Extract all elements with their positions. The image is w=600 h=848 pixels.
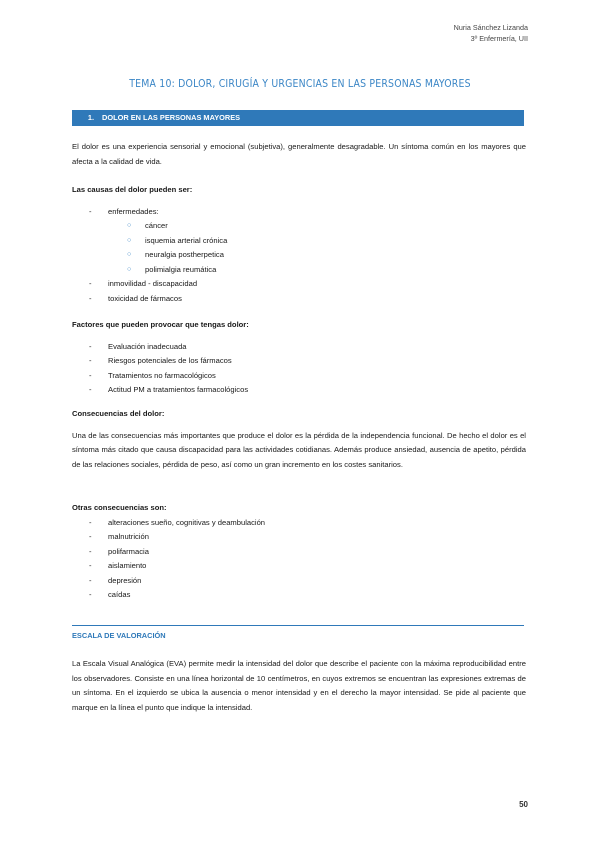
consequences-section	[72, 407, 526, 472]
list-item: - alteraciones sueño, cognitivas y deambulación	[72, 516, 526, 531]
sublist-item: ○ cáncer	[72, 219, 526, 234]
list-item: - depresión	[72, 574, 526, 589]
author-name: Nuria Sánchez Lizanda	[453, 23, 528, 32]
other-consequences-section	[72, 501, 526, 603]
page-header	[454, 22, 528, 44]
list-item: - toxicidad de fármacos	[72, 292, 526, 307]
scale-paragraph: La Escala Visual Analógica (EVA) permite medir la intensidad del dolor que describe el paciente con la máxima reproducibilidad entre los observadores. Consiste en una línea horizontal de 10 centímetros, en cuyos extremos se encuentran las expresiones extremas de un síntoma. En el izquierdo se ubica la ausencia o menor intensidad y en el derecho la mayor intensidad. Se pide al paciente que marque en la línea el punto que indique la intensidad.	[72, 659, 526, 712]
factors-heading: Factores que pueden provocar que tengas dolor:	[72, 320, 249, 329]
causes-heading: Las causas del dolor pueden ser:	[72, 185, 193, 194]
consequences-heading: Consecuencias del dolor:	[72, 409, 165, 418]
list-item: - Evaluación inadecuada	[72, 340, 526, 355]
section-number: 1.	[87, 113, 94, 122]
other-heading: Otras consecuencias son:	[72, 503, 167, 512]
list-item: - aislamiento	[72, 559, 526, 574]
section-heading-bar	[72, 110, 524, 126]
disease-sublist	[72, 219, 526, 277]
list-item: - Actitud PM a tratamientos farmacológicos	[72, 383, 526, 398]
consequences-paragraph: Una de las consecuencias más importantes que produce el dolor es la pérdida de la independencia funcional. De hecho el dolor es el síntoma más citado que causa discapacidad para las actividades cotidianas. Además produce ansiedad, ausencia de apetito, pérdida de las relaciones sociales, pérdida de peso, así como un gran incremento en los costes sanitarios.	[72, 430, 526, 469]
sublist-item: ○ neuralgia postherpetica	[72, 248, 526, 263]
factors-list	[72, 340, 526, 398]
cause-label: enfermedades:	[108, 206, 159, 216]
page-number: 50	[519, 800, 528, 809]
scale-heading: ESCALA DE VALORACIÓN	[72, 625, 524, 640]
list-item: - inmovilidad - discapacidad	[72, 277, 526, 292]
causes-section	[72, 183, 526, 306]
list-item: - Tratamientos no farmacológicos	[72, 369, 526, 384]
list-item: - caídas	[72, 588, 526, 603]
list-item: - malnutrición	[72, 530, 526, 545]
section-title: DOLOR EN LAS PERSONAS MAYORES	[102, 113, 241, 122]
list-item	[72, 205, 526, 278]
intro-paragraph: El dolor es una experiencia sensorial y emocional (subjetiva), generalmente desagradable. Un síntoma común en los mayores que afecta a la calidad de vida.	[72, 142, 526, 166]
factors-section	[72, 318, 526, 398]
causes-list	[72, 205, 526, 307]
course-name: 3º Enfermería, UII	[470, 34, 528, 43]
list-item: - Riesgos potenciales de los fármacos	[72, 354, 526, 369]
list-item: - polifarmacia	[72, 545, 526, 560]
document-title: TEMA 10: DOLOR, CIRUGÍA Y URGENCIAS EN LAS PERSONAS MAYORES	[129, 78, 471, 90]
sublist-item: ○ polimialgia reumática	[72, 263, 526, 278]
sublist-item: ○ isquemia arterial crónica	[72, 234, 526, 249]
other-list	[72, 516, 526, 603]
